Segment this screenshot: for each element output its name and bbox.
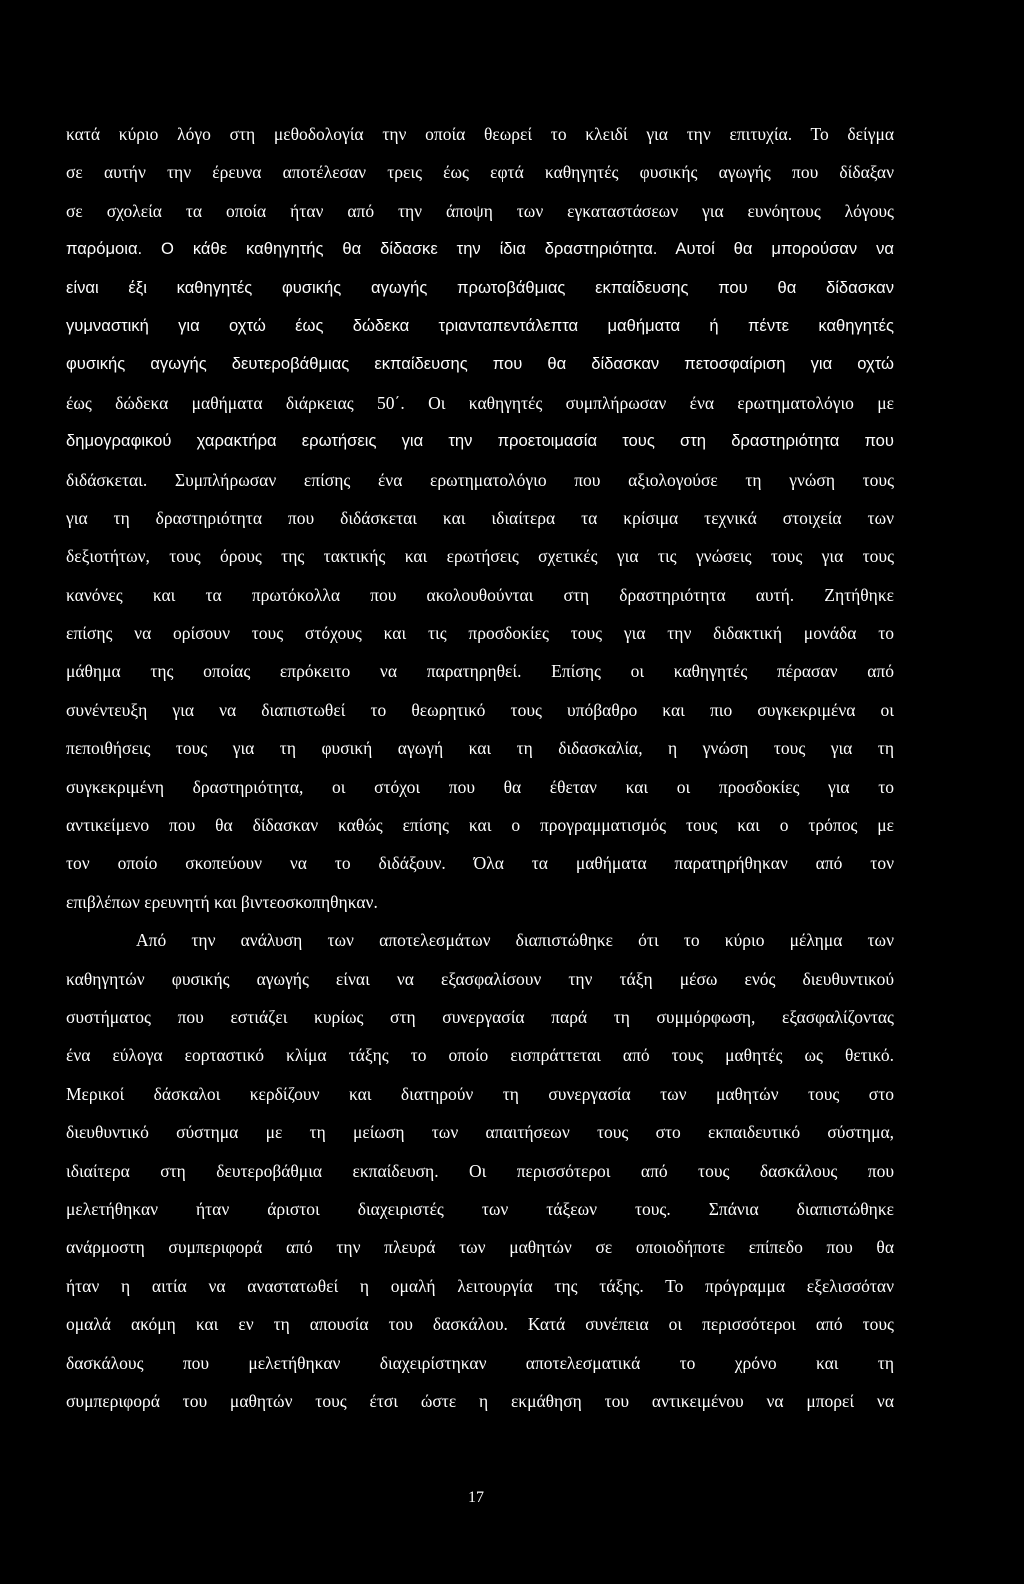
text-line: μελετήθηκαν ήταν άριστοι διαχειριστές των τάξεων τους. Σπάνια διαπιστώθηκε: [66, 1198, 894, 1219]
text-line: πεποιθήσεις τους για τη φυσική αγωγή και τη διδασκαλία, η γνώση τους για τη: [66, 738, 894, 759]
text-line: συγκεκριμένη δραστηριότητα, οι στόχοι που θα έθεταν και οι προσδοκίες για το: [66, 776, 894, 797]
text-line: είναι έξι καθηγητές φυσικής αγωγής πρωτοβάθμιας εκπαίδευσης που θα δίδασκαν: [66, 277, 894, 297]
text-line: δημογραφικού χαρακτήρα ερωτήσεις για την προετοιμασία τους στη δραστηριότητα που: [66, 431, 894, 451]
text-line: ένα εύλογα εορταστικό κλίμα τάξης το οποίο εισπράττεται από τους μαθητές ως θετικό.: [66, 1045, 894, 1066]
text-line: καθηγητών φυσικής αγωγής είναι να εξασφαλίσουν την τάξη μέσω ενός διευθυντικού: [66, 968, 894, 989]
text-line: διδάσκεται. Συμπλήρωσαν επίσης ένα ερωτηματολόγιο που αξιολογούσε τη γνώση τους: [66, 469, 894, 490]
text-line: Από την ανάλυση των αποτελεσμάτων διαπιστώθηκε ότι το κύριο μέλημα των: [136, 930, 894, 951]
text-line: κατά κύριο λόγο στη μεθοδολογία την οποία θεωρεί το κλειδί για την επιτυχία. Το δείγμα: [66, 124, 894, 144]
text-line: γυμναστική για οχτώ έως δώδεκα τριανταπεντάλεπτα μαθήματα ή πέντε καθηγητές: [66, 315, 894, 335]
text-line: επιβλέπων ερευνητή και βιντεοσκοπηθηκαν.: [66, 891, 378, 912]
text-line: ομαλά ακόμη και εν τη απουσία του δασκάλου. Κατά συνέπεια οι περισσότεροι από τους: [66, 1314, 894, 1335]
text-line: φυσικής αγωγής δευτεροβάθμιας εκπαίδευσης που θα δίδασκαν πετοσφαίριση για οχτώ: [66, 354, 894, 374]
text-line: συμπεριφορά του μαθητών τους έτσι ώστε η εκμάθηση του αντικειμένου να μπορεί να: [66, 1390, 894, 1411]
body-text: [66, 115, 894, 1420]
page-number: 17: [468, 1489, 484, 1506]
text-line: τον οποίο σκοπεύουν να το διδάξουν. Όλα τα μαθήματα παρατηρήθηκαν από τον: [66, 853, 894, 874]
text-line: δασκάλους που μελετήθηκαν διαχειρίστηκαν αποτελεσματικά το χρόνο και τη: [66, 1352, 894, 1373]
text-line: επίσης να ορίσουν τους στόχους και τις προσδοκίες τους για την διδακτική μονάδα το: [66, 623, 894, 644]
text-line: δεξιοτήτων, τους όρους της τακτικής και ερωτήσεις σχετικές για τις γνώσεις τους για τους: [66, 546, 894, 567]
text-line: διευθυντικό σύστημα με τη μείωση των απαιτήσεων τους στο εκπαιδευτικό σύστημα,: [66, 1122, 894, 1143]
text-line: για τη δραστηριότητα που διδάσκεται και ιδιαίτερα τα κρίσιμα τεχνικά στοιχεία των: [66, 507, 894, 528]
text-line: αντικείμενο που θα δίδασκαν καθώς επίσης και ο προγραμματισμός τους και ο τρόπος με: [66, 815, 894, 836]
text-line: σε αυτήν την έρευνα αποτέλεσαν τρεις έως εφτά καθηγητές φυσικής αγωγής που δίδαξαν: [66, 162, 894, 183]
text-line: Μερικοί δάσκαλοι κερδίζουν και διατηρούν τη συνεργασία των μαθητών τους στο: [66, 1083, 894, 1104]
text-line: μάθημα της οποίας επρόκειτο να παρατηρηθεί. Επίσης οι καθηγητές πέρασαν από: [66, 661, 894, 682]
text-line: συστήματος που εστιάζει κυρίως στη συνεργασία παρά τη συμμόρφωση, εξασφαλίζοντας: [66, 1006, 894, 1027]
text-line: έως δώδεκα μαθήματα διάρκειας 50΄. Οι καθηγητές συμπλήρωσαν ένα ερωτηματολόγιο με: [66, 392, 894, 413]
text-line: σε σχολεία τα οποία ήταν από την άποψη των εγκαταστάσεων για ευνόητους λόγους: [66, 200, 894, 221]
text-line: παρόμοια. Ο κάθε καθηγητής θα δίδασκε την ίδια δραστηριότητα. Αυτοί θα μπορούσαν να: [66, 239, 894, 259]
text-line: ιδιαίτερα στη δευτεροβάθμια εκπαίδευση. Οι περισσότεροι από τους δασκάλους που: [66, 1160, 894, 1181]
text-line: ήταν η αιτία να αναστατωθεί η ομαλή λειτουργία της τάξης. Το πρόγραμμα εξελισσόταν: [66, 1275, 894, 1296]
text-line: ανάρμοστη συμπεριφορά από την πλευρά των μαθητών σε οποιοδήποτε επίπεδο που θα: [66, 1237, 894, 1258]
text-line: συνέντευξη για να διαπιστωθεί το θεωρητικό τους υπόβαθρο και πιο συγκεκριμένα οι: [66, 699, 894, 720]
text-line: κανόνες και τα πρωτόκολλα που ακολουθούνται στη δραστηριότητα αυτή. Ζητήθηκε: [66, 584, 894, 605]
